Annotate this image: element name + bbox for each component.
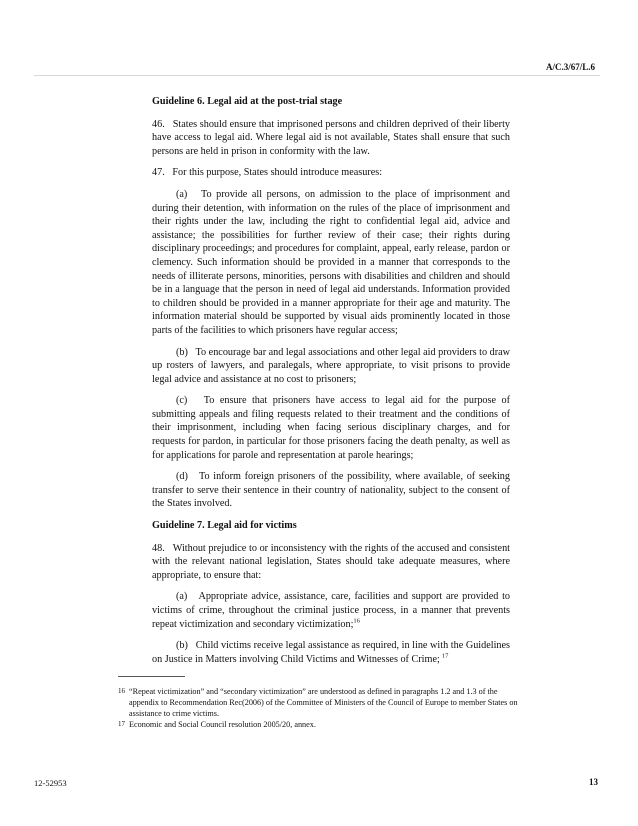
document-symbol: A/C.3/67/L.6 [545, 62, 595, 72]
paragraph-47-item-a: (a) To provide all persons, on admission to the place of imprisonment and during their detention, with information on the rules of the place of imprisonment and their rights under the law, including the right to confidential legal aid, advice and assistance; the possibilities for further review of their case; their rights during disciplinary proceedings; and procedures for complaint, appeal, early release, pardon or clemency. Such information should be provided in a manner that corresponds to the needs of illiterate persons, minorities, persons with disabilities and children and should be in a language that the person in need of legal aid understands. Information provided to children should be provided in a manner appropriate for their age and maturity. The information material should be supported by visual aids prominently located in those parts of the facilities to which prisoners have regular access; [152, 188, 510, 336]
footnote-mark: 16 [118, 687, 125, 695]
footnote-divider [118, 676, 185, 677]
footnote-ref-16[interactable]: 16 [353, 617, 360, 625]
footnotes [118, 686, 518, 730]
paragraph-47-item-c: (c) To ensure that prisoners have access to legal aid for the purpose of submitting appeals and filing requests related to their treatment and the conditions of their imprisonment, including when facing serious disciplinary charges, and for requests for pardon, in particular for those prisoners facing the death penalty, as well as for applications for parole and representation at parole hearings; [152, 395, 510, 461]
paragraph-46: 46. States should ensure that imprisoned persons and children deprived of their liberty have access to legal aid. Where legal aid is not available, States shall ensure that such persons are held in prison in conformity with the law. [152, 118, 510, 157]
paragraph-48-item-a [152, 590, 510, 631]
footnote-17 [118, 719, 518, 730]
footnote-text: Economic and Social Council resolution 2005/20, annex. [129, 720, 316, 729]
footnote-text: “Repeat victimization” and “secondary victimization” are understood as defined in paragraphs 1.2 and 1.3 of the appendix to Recommendation Rec(2006) of the Committee of Ministers of the Council of Europe to member States on assistance to crime victims. [129, 687, 518, 718]
guideline-6-heading: Guideline 6. Legal aid at the post-trial stage [152, 96, 343, 107]
page-number: 13 [589, 777, 598, 787]
paragraph-48-item-a-text: (a) Appropriate advice, assistance, care, facilities and support are provided to victims of crime, throughout the criminal justice process, in a manner that prevents repeat victimization and secondary victimization; [152, 591, 510, 630]
paragraph-48-item-b [152, 639, 510, 666]
paragraph-48: 48. Without prejudice to or inconsistency with the rights of the accused and consistent with the relevant national legislation, States should take adequate measures, where appropriate, to ensure that: [152, 542, 510, 581]
header-divider [34, 75, 600, 76]
paragraph-47-item-b: (b) To encourage bar and legal associations and other legal aid providers to draw up rosters of lawyers, and paralegals, where appropriate, to visit prisons to provide legal advice and assistance at no cost to prisoners; [152, 346, 510, 385]
paragraph-47-item-d: (d) To inform foreign prisoners of the possibility, where available, of seeking transfer to serve their sentence in their country of nationality, subject to the consent of the States involved. [152, 471, 510, 510]
document-code: 12-52953 [34, 778, 67, 788]
paragraph-48-item-b-text: (b) Child victims receive legal assistance as required, in line with the Guidelines on Justice in Matters involving Child Victims and Witnesses of Crime; [152, 640, 510, 665]
footnote-ref-17[interactable]: 17 [441, 652, 449, 660]
footnote-16 [118, 686, 518, 719]
paragraph-47: 47. For this purpose, States should introduce measures: [152, 167, 383, 179]
guideline-7-heading: Guideline 7. Legal aid for victims [152, 520, 297, 532]
document-body [152, 95, 510, 674]
footnote-mark: 17 [118, 720, 125, 728]
